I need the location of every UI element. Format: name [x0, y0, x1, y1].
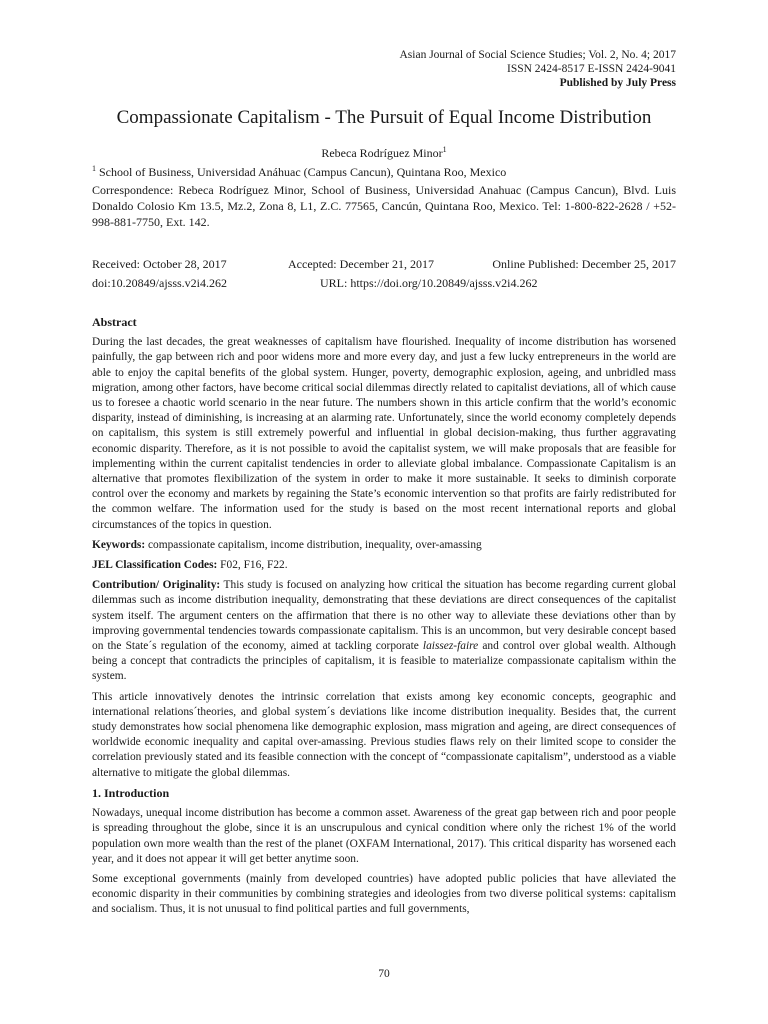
- jel-label: JEL Classification Codes:: [92, 559, 218, 572]
- contribution-italic: laissez-faire: [422, 640, 479, 653]
- keywords-text: compassionate capitalism, income distribution, inequality, over-amassing: [145, 538, 482, 551]
- affiliation: [92, 161, 676, 180]
- journal-citation: Asian Journal of Social Science Studies; Vol. 2, No. 4; 2017: [399, 49, 676, 61]
- jel-codes: [92, 558, 676, 573]
- author-affiliation-mark: 1: [442, 145, 447, 154]
- paper-title: Compassionate Capitalism - The Pursuit of Equal Income Distribution: [116, 107, 652, 128]
- affiliation-mark: 1: [92, 164, 96, 173]
- page-number: 70: [378, 968, 390, 980]
- affiliation-text: School of Business, Universidad Anáhuac (Campus Cancun), Quintana Roo, Mexico: [96, 165, 507, 179]
- correspondence: Correspondence: Rebeca Rodríguez Minor, School of Business, Universidad Anahuac (Campus Cancun), Blvd. Luis Donaldo Colosio Km 13.5, Mz.2, Zona 8, L1, Z.C. 77565, Cancún, Quintana Roo, Mexico. Tel: 1-800-822-2628 / +52-998-881-7750, Ext. 142.: [92, 183, 676, 229]
- journal-publisher: Published by July Press: [559, 77, 676, 89]
- journal-header: [399, 48, 676, 90]
- abstract-text: During the last decades, the great weaknesses of capitalism have flourished. Inequality of income distribution has worsened painfully, the gap between rich and poor widens more and more every day, and just a few lucky entrepreneurs in the world are able to enjoy the capital benefits of the global system. Hunger, poverty, demographic explosion, ageing, and unbridled mass migration, among other factors, have become critical social dilemmas directly related to capitalist deviations, all of which cause us to foresee a chaotic world scenario in the near future. The numbers shown in this article confirm that the world’s economic disparity, instead of diminishing, is increasing at an alarming rate. Unfortunately, since the world economy completely depends on capitalism, this system is still extremely powerful and influential in global decision-making, thus further aggravating economic disparity. Therefore, as it is not possible to avoid the capitalist system, we will make proposals that are feasible for implementing within the current capitalist tendencies in order to alleviate global imbalance. Compassionate Capitalism is an alternative that promotes flexibilization of the system in order to make it more sustainable. It seeks to diminish corporate control over the economy and markets by regaining the State’s economic intervention so that profits are fairly redistributed for the common welfare. The information used for the study is based on the most recent international reports and global circumstances of the topics in question.: [92, 336, 676, 531]
- jel-text: F02, F16, F22.: [217, 559, 288, 572]
- introduction-heading: 1. Introduction: [92, 785, 170, 800]
- contribution-text-1: This study is focused on analyzing how critical the situation has become regarding current global dilemmas such as income distribution inequality, demonstrating that these deviations are direct consequences of the capitalist system itself. The argument centers on the affirmation that there is no other way to alleviate these deviations other than by improving governmental tendencies towards compassionate capitalism. This is an uncommon, but very desirable concept based on the State´s regulation of the economy, aimed at tackling corporate: [92, 579, 676, 653]
- contribution-label: Contribution/ Originality:: [92, 579, 221, 592]
- contribution: [92, 578, 676, 684]
- abstract-heading: Abstract: [92, 315, 137, 329]
- published-date: Online Published: December 25, 2017: [492, 257, 676, 271]
- keywords: [92, 538, 676, 553]
- doi: doi:10.20849/ajsss.v2i4.262: [92, 276, 228, 290]
- introduction-paragraph-2: Some exceptional governments (mainly from developed countries) have adopted public policies that have alleviated the economic disparity in their communities by combining strategies and ideologies from two diverse political systems: capitalism and socialism. Thus, it is not unusual to find political parties and full governments,: [92, 872, 676, 916]
- journal-issn: ISSN 2424-8517 E-ISSN 2424-9041: [507, 63, 676, 75]
- article-body: [92, 315, 676, 923]
- originality-paragraph: This article innovatively denotes the intrinsic correlation that exists among key economic concepts, geographic and international relations´theories, and global system´s deviations like income distribution inequality. Besides that, the current study demonstrates how social phenomena like demographic explosion, mass migration and ageing, are direct consequences of worldwide economic inequality and capital over-amassing. Previous studies flaws rely on their limited scope to consider the correlation previously stated and its feasible connection with the concept of “compassionate capitalism”, understood as a viable alternative to mitigate the global dilemmas.: [92, 690, 676, 779]
- doi-url-link[interactable]: URL: https://doi.org/10.20849/ajsss.v2i4.262: [320, 276, 538, 290]
- author-line: [92, 142, 676, 161]
- accepted-date: Accepted: December 21, 2017: [288, 257, 434, 271]
- article-dates: [92, 255, 676, 293]
- author-name: Rebeca Rodríguez Minor: [321, 146, 443, 160]
- contribution-text-2: and control over global wealth. Although being a concept that contradicts the principles of capitalism, it is feasible to materialize compassionate capitalism within the system.: [92, 640, 676, 683]
- keywords-label: Keywords:: [92, 538, 146, 551]
- introduction-paragraph-1: Nowadays, unequal income distribution has become a common asset. Awareness of the great gap between rich and poor people is spreading throughout the globe, since it is an unscrupulous and cynical condition where only the richest 1% of the world population own more wealth than the rest of the planet (OXFAM International, 2017). This critical disparity has worsened each year, and it does not appear it will get better anytime soon.: [92, 807, 676, 865]
- received-date: Received: October 28, 2017: [92, 257, 227, 271]
